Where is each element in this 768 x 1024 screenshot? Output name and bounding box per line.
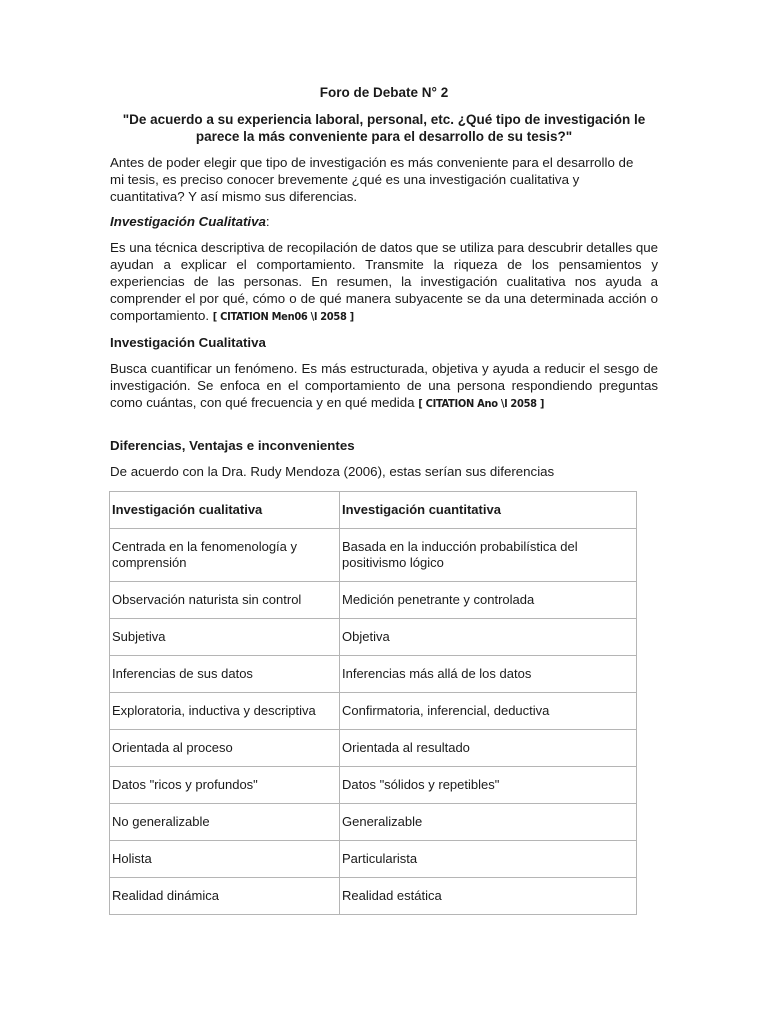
table-cell: Subjetiva [110,619,340,656]
table-cell: No generalizable [110,804,340,841]
column-header-qualitative: Investigación cualitativa [110,492,340,529]
section-heading-qualitative [110,213,658,230]
forum-question: "De acuerdo a su experiencia laboral, personal, etc. ¿Qué tipo de investigación le parece la más conveniente para el desarrollo de su tesis?" [122,112,646,144]
table-cell: Inferencias de sus datos [110,656,340,693]
table-cell: Generalizable [340,804,637,841]
intro-paragraph: Antes de poder elegir que tipo de investigación es más conveniente para el desarrollo de mi tesis, es preciso conocer brevemente ¿qué es una investigación cualitativa y cuantitativa? Y así mismo sus diferencias. [110,155,634,204]
table-row [110,878,637,915]
citation-field: [ CITATION Ano \l 2058 ] [418,397,545,410]
table-row [110,767,637,804]
table-cell: Orientada al proceso [110,730,340,767]
table-cell: Particularista [340,841,637,878]
section-heading-quantitative: Investigación Cualitativa [110,335,266,350]
table-cell: Exploratoria, inductiva y descriptiva [110,693,340,730]
table-cell: Datos "sólidos y repetibles" [340,767,637,804]
table-cell: Confirmatoria, inferencial, deductiva [340,693,637,730]
table-cell: Basada en la inducción probabilística del positivismo lógico [340,529,637,582]
table-row [110,582,637,619]
table-header-row [110,492,637,529]
table-cell: Centrada en la fenomenología y comprensión [110,529,340,582]
table-row [110,730,637,767]
quantitative-paragraph [110,360,658,412]
comparison-table [109,491,637,915]
table-cell: Orientada al resultado [340,730,637,767]
table-cell: Observación naturista sin control [110,582,340,619]
table-cell: Inferencias más allá de los datos [340,656,637,693]
section-heading-qualitative-text: Investigación Cualitativa [110,214,266,229]
table-row [110,841,637,878]
section-heading-differences: Diferencias, Ventajas e inconvenientes [110,438,355,453]
table-cell: Medición penetrante y controlada [340,582,637,619]
column-header-quantitative: Investigación cuantitativa [340,492,637,529]
table-row [110,804,637,841]
citation-field: [ CITATION Men06 \l 2058 ] [212,310,354,323]
table-row [110,529,637,582]
table-cell: Holista [110,841,340,878]
differences-intro: De acuerdo con la Dra. Rudy Mendoza (2006), estas serían sus diferencias [110,464,555,479]
section-heading-suffix: : [265,214,270,229]
table-row [110,656,637,693]
qualitative-paragraph [110,239,658,325]
quantitative-body: Busca cuantificar un fenómeno. Es más estructurada, objetiva y ayuda a reducir el sesgo de investigación. Se enfoca en el comportamiento de una persona respondiendo preguntas como cuántas, con qué frecuencia y en qué medida [110,361,658,410]
table-cell: Realidad estática [340,878,637,915]
table-row [110,693,637,730]
table-row [110,619,637,656]
table-cell: Datos "ricos y profundos" [110,767,340,804]
table-cell: Realidad dinámica [110,878,340,915]
table-cell: Objetiva [340,619,637,656]
qualitative-body: Es una técnica descriptiva de recopilación de datos que se utiliza para descubrir detalles que ayudan a explicar el comportamiento. Transmite la riqueza de los pensamientos y experiencias de las personas. En resumen, la investigación cualitativa nos ayuda a comprender el por qué, cómo o de qué manera subyacente se da una determinada acción o comportamiento. [110,240,658,323]
document-title: Foro de Debate N° 2 [319,85,449,100]
